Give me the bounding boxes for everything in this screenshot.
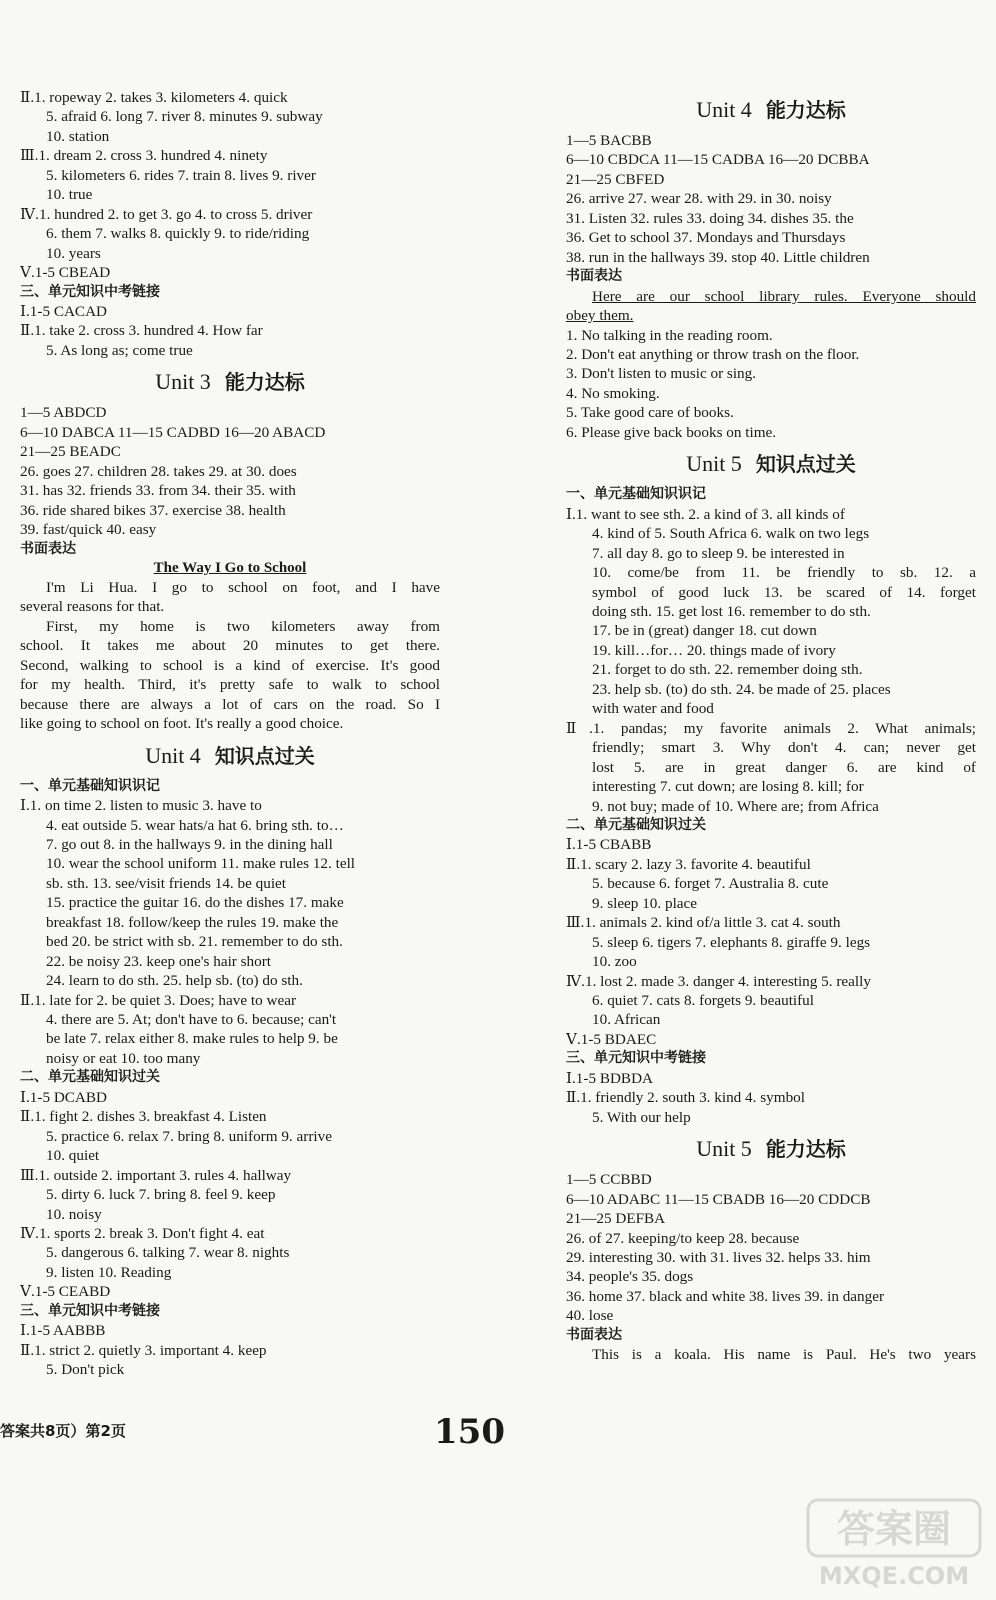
watermark-url: MXQE.COM [818,1562,970,1590]
left-column [20,88,440,1380]
answer-line: 5. afraid 6. long 7. river 8. minutes 9. subway [46,108,323,126]
answer-line: 5. dirty 6. luck 7. bring 8. feel 9. keep [46,1186,276,1204]
answer-line: 36. Get to school 37. Mondays and Thursdays [566,229,846,247]
answer-line: 26. arrive 27. wear 28. with 29. in 30. noisy [566,190,832,208]
answer-line: 10. quiet [46,1147,100,1165]
unit-title-cn: 知识点过关 [214,743,315,768]
section-heading: 书面表达 [20,540,76,557]
answer-line: symbol of good luck 13. be scared of 14. forget [592,583,976,601]
answer-line: Ⅰ.1. on time 2. listen to music 3. have to [20,797,262,815]
answer-line: First, my home is two kilometers away from [46,617,440,635]
answer-line: 10. African [592,1011,661,1029]
answer-line: 6. them 7. walks 8. quickly 9. to ride/riding [46,225,310,243]
answer-line: Ⅱ.1. late for 2. be quiet 3. Does; have to wear [20,991,297,1009]
unit-title-en: Unit 3 [155,369,211,395]
section-heading: 三、单元知识中考链接 [20,1302,160,1319]
watermark-text: 答案圈 [836,1507,952,1551]
answer-line: 5. Don't pick [46,1361,125,1379]
watermark-logo [804,1494,984,1594]
answer-line: 39. fast/quick 40. easy [20,521,157,539]
answer-line: 2. Don't eat anything or throw trash on the floor. [566,345,860,363]
answer-line: 26. of 27. keeping/to keep 28. because [566,1229,800,1247]
unit-section-title [20,737,440,775]
section-heading: 一、单元基础知识识记 [566,486,706,503]
unit-title-cn: 能力达标 [765,1137,846,1162]
answer-line: This is a koala. His name is Paul. He's two years [592,1346,976,1364]
answer-line: Ⅰ.1-5 AABBB [20,1322,106,1340]
answer-line: 6—10 ADABC 11—15 CBADB 16—20 CDDCB [566,1190,871,1208]
unit-title-en: Unit 5 [696,1136,752,1162]
answer-line: 40. lose [566,1307,614,1325]
answer-line: because there are always a lot of cars on the road. So I [20,695,440,713]
answer-line: Ⅳ.1. sports 2. break 3. Don't fight 4. eat [20,1225,265,1243]
answer-line: 21—25 CBFED [566,170,665,188]
unit-title-cn: 能力达标 [765,98,846,122]
answer-line: Ⅱ.1. fight 2. dishes 3. breakfast 4. Listen [20,1108,267,1126]
answer-line: bed 20. be strict with sb. 21. remember to do sth. [46,933,343,951]
unit-title-en: Unit 5 [686,451,742,477]
answer-line: school. It takes me about 20 minutes to get there. [20,637,440,655]
essay-title: The Way I Go to School [153,559,307,576]
answer-line: lost 5. are in great danger 6. are kind of [592,758,976,776]
answer-line: 5. As long as; come true [46,341,193,359]
answer-line: Ⅳ.1. lost 2. made 3. danger 4. interesting 5. really [566,972,871,990]
answer-line: Ⅰ.1-5 CACAD [20,302,108,320]
answer-line: 21—25 DEFBA [566,1210,666,1228]
answer-line: 10. years [46,244,101,262]
unit-section-title [566,91,976,129]
answer-line: 3. Don't listen to music or sing. [566,365,757,383]
answer-line: 19. kill…for… 20. things made of ivory [592,641,836,659]
page-number: 150 [434,1412,505,1452]
section-heading: 三、单元知识中考链接 [20,283,160,300]
answer-line: 5. kilometers 6. rides 7. train 8. lives 9. river [46,166,316,184]
answer-line: 38. run in the hallways 39. stop 40. Little children [566,248,870,266]
answer-line: 6. quiet 7. cats 8. forgets 9. beautiful [592,992,814,1010]
answer-line: 5. Take good care of books. [566,404,734,422]
answer-line: 1—5 BACBB [566,132,652,149]
answer-line: 36. home 37. black and white 38. lives 39. in danger [566,1287,885,1305]
answer-line: Ⅱ.1. take 2. cross 3. hundred 4. How far [20,322,263,340]
answer-line: 21. forget to do sth. 22. remember doing sth. [592,661,863,679]
section-heading: 一、单元基础知识识记 [20,777,160,794]
answer-line: Ⅴ.1-5 BDAEC [566,1030,657,1048]
answer-line: 10. come/be from 11. be friendly to sb. 12. a [592,564,976,582]
answer-line: breakfast 18. follow/keep the rules 19. make the [46,913,339,931]
answer-line: 7. all day 8. go to sleep 9. be interested in [592,544,845,562]
answer-line: interesting 7. cut down; are losing 8. kill; for [592,778,864,796]
answer-line: 10. noisy [46,1205,102,1223]
right-column [566,88,976,1365]
answer-line: 22. be noisy 23. keep one's hair short [46,952,272,970]
answer-line: 17. be in (great) danger 18. cut down [592,622,817,640]
answer-line: Ⅲ.1. outside 2. important 3. rules 4. hallway [20,1166,292,1184]
answer-line: 34. people's 35. dogs [566,1268,694,1286]
answer-line: Second, walking to school is a kind of exercise. It's good [20,656,440,674]
answer-line: 1. No talking in the reading room. [566,326,773,344]
footer-note: 答案共8页）第2页 [0,1422,126,1440]
unit-section-title [566,1130,976,1168]
answer-line: Ⅴ.1-5 CBEAD [20,264,111,282]
answer-line: friendly; smart 3. Why don't 4. can; never get [592,739,976,757]
answer-line: obey them. [566,307,634,325]
section-heading: 二、单元基础知识过关 [20,1069,160,1086]
answer-line: 4. eat outside 5. wear hats/a hat 6. bring sth. to… [46,816,344,834]
answer-line: Ⅲ.1. dream 2. cross 3. hundred 4. ninety [20,147,268,165]
unit-title-cn: 能力达标 [224,370,305,395]
answer-line: Ⅱ.1. friendly 2. south 3. kind 4. symbol [566,1089,805,1107]
answer-line: 5. because 6. forget 7. Australia 8. cute [592,875,829,893]
answer-line: 5. practice 6. relax 7. bring 8. uniform 9. arrive [46,1127,332,1145]
unit-title-en: Unit 4 [696,97,752,122]
answer-line: Ⅱ.1. scary 2. lazy 3. favorite 4. beautiful [566,855,811,873]
answer-line: Ⅰ.1-5 BDBDA [566,1069,654,1087]
answer-line: 4. No smoking. [566,384,660,402]
answer-line: 24. learn to do sth. 25. help sb. (to) do sth. [46,972,303,990]
unit-section-title [20,363,440,401]
answer-line: noisy or eat 10. too many [46,1049,201,1067]
unit-section-title [566,445,976,483]
answer-line: 6. Please give back books on time. [566,423,777,441]
answer-line: 23. help sb. (to) do sth. 24. be made of 25. places [592,680,891,698]
answer-line: 9. not buy; made of 10. Where are; from Africa [592,797,879,815]
answer-line: 10. wear the school uniform 11. make rules 12. tell [46,855,356,873]
answer-line: Ⅰ.1-5 CBABB [566,836,652,854]
answer-line: Ⅰ.1-5 DCABD [20,1088,108,1106]
answer-line: 31. Listen 32. rules 33. doing 34. dishes 35. the [566,209,854,227]
answer-line: 6—10 DABCA 11—15 CADBD 16—20 ABACD [20,423,326,441]
section-heading: 三、单元知识中考链接 [566,1050,706,1067]
answer-line: Ⅳ.1. hundred 2. to get 3. go 4. to cross 5. driver [20,205,313,223]
answer-line: 10. station [46,127,110,145]
answer-line: 5. With our help [592,1108,691,1126]
answer-line: 7. go out 8. in the hallways 9. in the dining hall [46,835,333,853]
answer-line: several reasons for that. [20,598,165,616]
section-heading: 书面表达 [566,1326,622,1343]
answer-line: with water and food [592,700,714,718]
answer-line: doing sth. 15. get lost 16. remember to do sth. [592,602,871,620]
answer-line: 1—5 ABDCD [20,404,107,422]
answer-line: 26. goes 27. children 28. takes 29. at 30. does [20,462,297,480]
answer-line: Ⅱ.1. strict 2. quietly 3. important 4. keep [20,1341,267,1359]
answer-line: 15. practice the guitar 16. do the dishes 17. make [46,894,344,912]
unit-title-cn: 知识点过关 [755,452,856,477]
answer-line: be late 7. relax either 8. make rules to help 9. be [46,1030,338,1048]
answer-line: sb. sth. 13. see/visit friends 14. be quiet [46,874,287,892]
answer-line: Here are our school library rules. Everyone should [592,287,976,305]
answer-line: 5. dangerous 6. talking 7. wear 8. nights [46,1244,290,1262]
answer-line: 5. sleep 6. tigers 7. elephants 8. giraffe 9. legs [592,933,871,951]
answer-line: 10. zoo [592,953,637,971]
answer-line: I'm Li Hua. I go to school on foot, and I have [46,578,440,596]
section-heading: 二、单元基础知识过关 [566,816,706,833]
answer-line: 1—5 CCBBD [566,1171,652,1189]
answer-line: 36. ride shared bikes 37. exercise 38. health [20,501,286,519]
answer-line: 9. sleep 10. place [592,894,698,912]
answer-line: 4. there are 5. At; don't have to 6. because; can't [46,1011,337,1029]
answer-line: like going to school on foot. It's really a good choice. [20,715,344,733]
unit-title-en: Unit 4 [145,742,201,768]
answer-line: 29. interesting 30. with 31. lives 32. helps 33. him [566,1249,871,1267]
answer-line: for my health. Third, it's pretty safe to walk to school [20,676,440,694]
answer-line: Ⅱ.1. ropeway 2. takes 3. kilometers 4. quick [20,89,288,106]
answer-line: 9. listen 10. Reading [46,1263,172,1281]
answer-line: 21—25 BEADC [20,443,121,461]
answer-line: Ⅴ.1-5 CEABD [20,1283,111,1301]
answer-line: Ⅰ.1. want to see sth. 2. a kind of 3. all kinds of [566,505,845,523]
answer-line: Ⅱ.1. pandas; my favorite animals 2. What animals; [566,719,976,737]
answer-line: 31. has 32. friends 33. from 34. their 35. with [20,482,296,500]
answer-line: 4. kind of 5. South Africa 6. walk on two legs [592,525,870,543]
answer-line: 10. true [46,186,93,204]
section-heading: 书面表达 [566,268,622,285]
page-footer [0,1414,996,1454]
answer-line: Ⅲ.1. animals 2. kind of/a little 3. cat 4. south [566,914,841,932]
answer-line: 6—10 CBDCA 11—15 CADBA 16—20 DCBBA [566,151,870,169]
